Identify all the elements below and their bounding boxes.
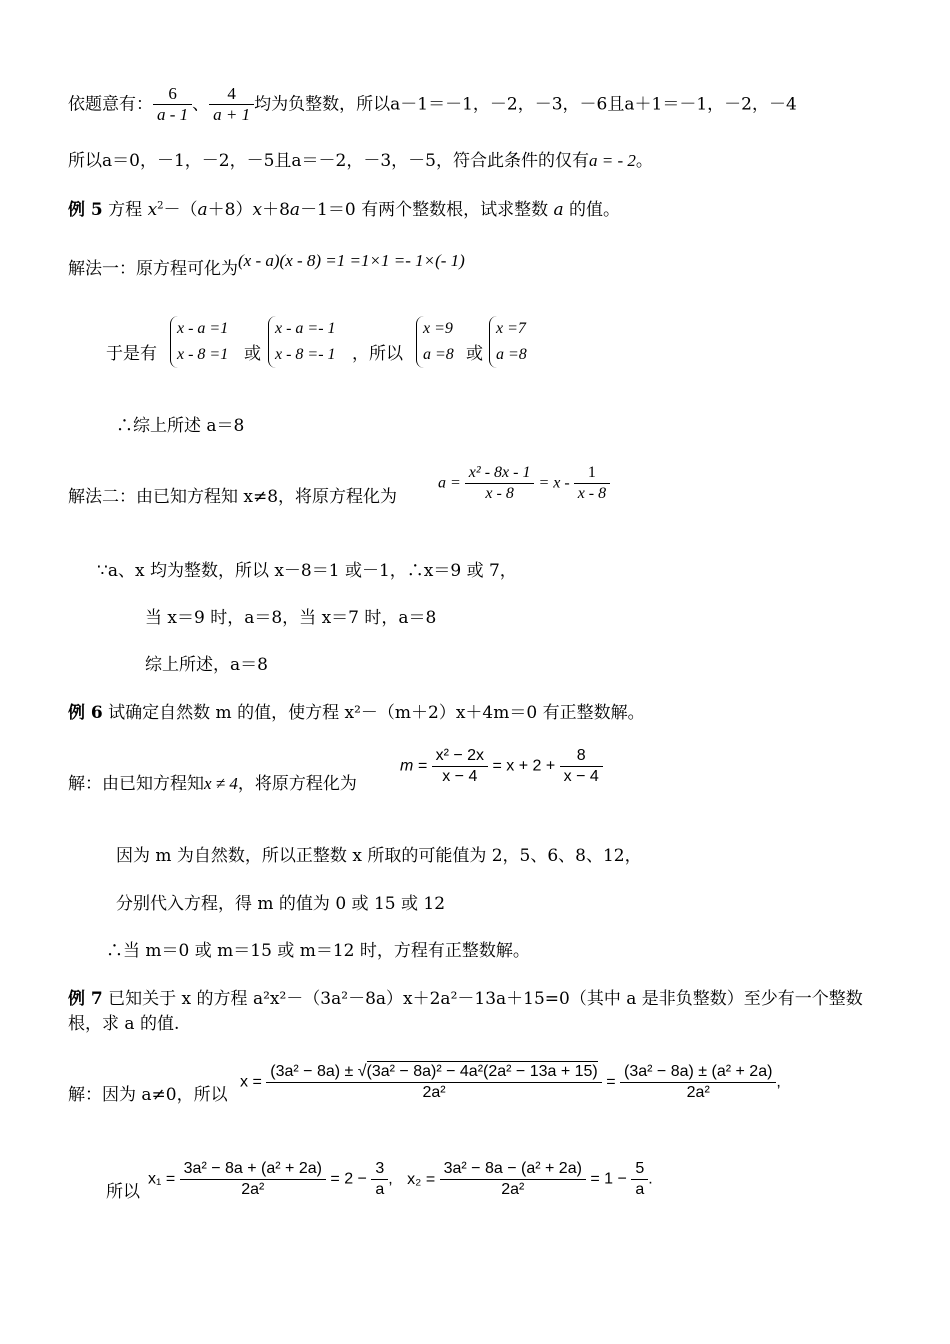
system-1: x - a =1 x - 8 =1	[170, 316, 228, 368]
or-1: 或	[244, 344, 261, 364]
factored-equation: (x - a)(x - 8) =1 =1×1 =- 1×(- 1)	[238, 251, 465, 270]
m-line-1: 因为 m 为自然数，所以正整数 x 所取的可能值为 2，5、6、8、12，	[116, 846, 642, 866]
solution-2-formula: a = $\frac{\text{x² - 8x - 1}}{x - 8}$ = x - $\frac{1}{x - 8}$	[438, 463, 610, 504]
math-a-eq-minus-2: a = - 2	[588, 151, 636, 170]
conclusion-1: ∴综上所述 a＝8	[116, 416, 245, 436]
solution-2-line: 解法二：由已知方程知 x≠8，将原方程化为	[68, 487, 398, 507]
solution-1-line: 解法一：原方程可化为(x - a)(x - 8) =1 =1×1 =- 1×(- 1)	[68, 251, 465, 279]
case-prefix: 于是有	[106, 344, 157, 364]
system-3: x =9 a =8	[416, 316, 454, 368]
or-2: 或	[466, 344, 483, 364]
example-6-label: 例 6	[68, 703, 103, 723]
line-1: 依题意有： $\frac{6}{a - 1}$ 、 $\frac{4}{a + 1}$ 均为负整数，所以a－1＝－1，－2，－3，－6且a＋1＝－1，－2，－4	[68, 84, 797, 124]
line-2: 所以a＝0，－1，－2，－5且a＝－2，－3，－5，符合此条件的仅有a = - 2。	[68, 151, 653, 171]
solution-7-prefix: 解：因为 a≠0，所以	[68, 1085, 228, 1105]
fraction-6-over-a-minus-1: $\frac{6}{a - 1}$	[153, 84, 192, 125]
roots-formula: x₁ = $\frac{\text{3a² − 8a + (a² + 2a)}}{\text{2a²}}$ = 2 − $\frac{3}{a}$ , x₂ = $\frac{\text{3a² − 8a − (a² + 2a)}}{\text{2a²}}$ = 1 − $\frac{5}{a}$ .	[148, 1160, 653, 1198]
solution-6-formula: m = $\frac{\text{x² − 2x}}{x - 4}$ = x + 2 + $\frac{8}{x - 4}$	[400, 746, 603, 787]
system-2: x - a =- 1 x - 8 =- 1	[268, 316, 336, 368]
when-line: 当 x＝9 时，a＝8，当 x＝7 时，a＝8	[145, 608, 437, 628]
solution-6-line: 解：由已知方程知x ≠ 4，将原方程化为	[68, 774, 357, 794]
line-1-prefix: 依题意有：	[68, 94, 153, 115]
m-line-3: ∴当 m＝0 或 m＝15 或 m＝12 时，方程有正整数解。	[106, 941, 530, 961]
fraction-4-over-a-plus-1: $\frac{4}{a + 1}$	[209, 84, 254, 125]
because-line: ∵a、x 均为整数，所以 x－8＝1 或－1，∴x＝9 或 7，	[97, 561, 517, 581]
example-7-line-2: 根，求 a 的值.	[68, 1014, 180, 1034]
example-6-heading: 例 6 试确定自然数 m 的值，使方程 x²－（m＋2）x＋4m＝0 有正整数解。	[68, 703, 645, 723]
example-7-label: 例 7	[68, 989, 103, 1009]
m-line-2: 分别代入方程，得 m 的值为 0 或 15 或 12	[116, 894, 446, 914]
example-5-label: 例 5	[68, 200, 103, 220]
system-4: x =7 a =8	[489, 316, 527, 368]
conclusion-2: 综上所述，a＝8	[145, 655, 268, 675]
line-1-rest: 均为负整数，所以a－1＝－1，－2，－3，－6且a＋1＝－1，－2，－4	[254, 94, 797, 115]
example-5-heading: 例 5 方程 $x^2-(a+8)x+8a-1=0$ 有两个整数根，试求整数 a 的值。	[68, 200, 621, 220]
so-1: ，所以	[352, 344, 403, 364]
solution-7-formula: x = $\frac{\text{(3a² − 8a) ± √(3a² − 8a)² − 4a²(2a² − 13a + 15)}}{\text{2a²}}$ = $\frac{\text{(3a² − 8a) ± (a² + 2a)}}{\text{2a²}}$ ,	[240, 1063, 781, 1101]
roots-prefix: 所以	[106, 1182, 140, 1202]
example-7-heading: 例 7 已知关于 x 的方程 a²x²－（3a²－8a）x＋2a²－13a＋15=0（其中 a 是非负整数）至少有一个整数	[68, 989, 863, 1009]
